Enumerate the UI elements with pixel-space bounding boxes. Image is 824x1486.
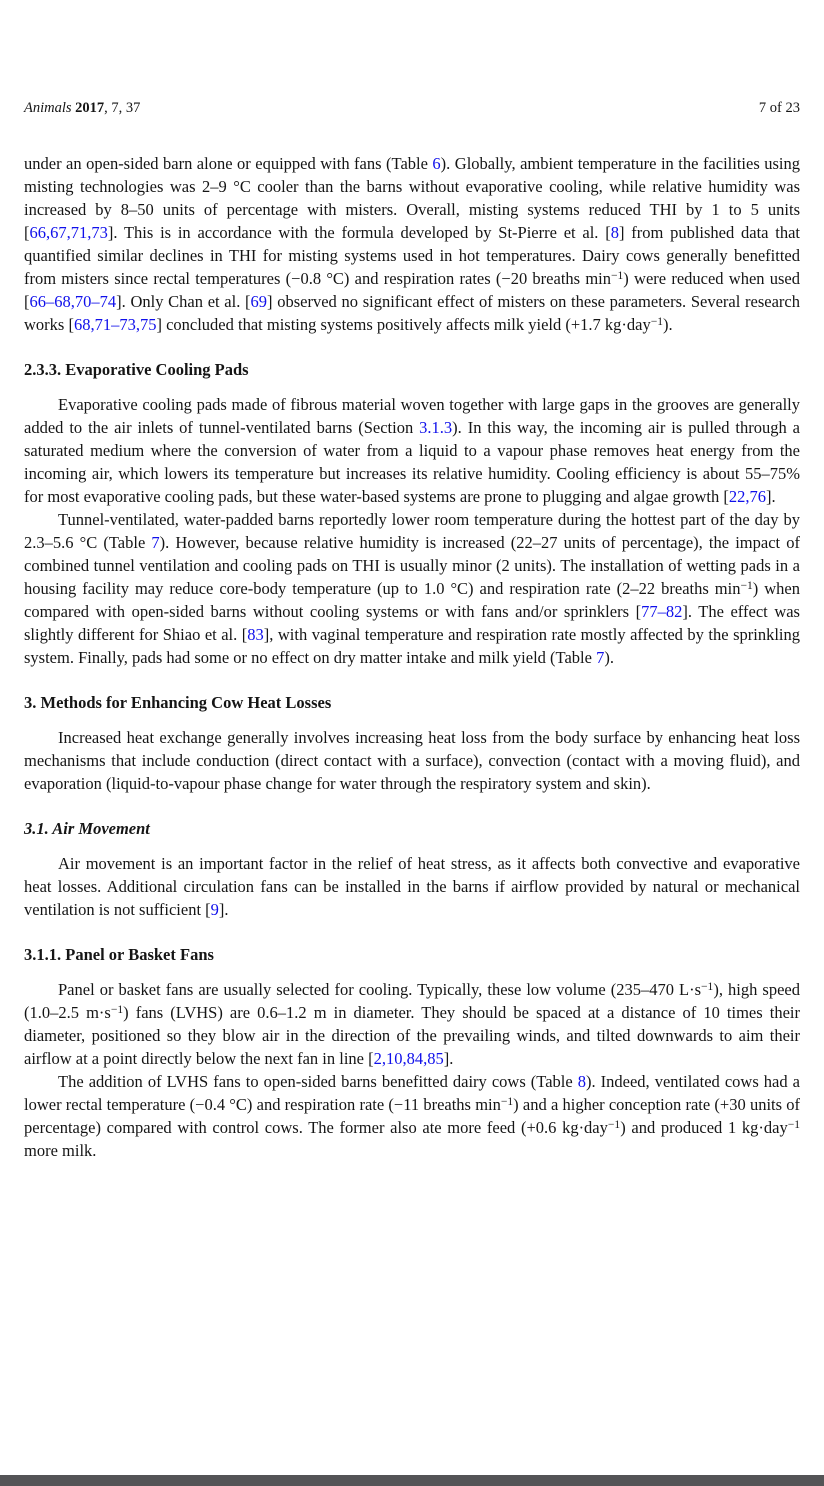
paragraph-air-movement: Air movement is an important factor in the relief of heat stress, as it affects both convective and evaporative heat losses. Additional circulation fans can be installed in the barns if airflow provided by natural or mechanical ventilation is not sufficient [9].	[24, 854, 800, 919]
citation-link[interactable]: 9	[210, 900, 219, 919]
heading-3-methods-for-enhancing-cow-heat-losses: 3. Methods for Enhancing Cow Heat Losses	[24, 693, 332, 712]
heading-2-3-3-evaporative-cooling-pads: 2.3.3. Evaporative Cooling Pads	[24, 360, 249, 379]
page-indicator: 7 of 23	[758, 100, 800, 116]
citation-link[interactable]: 83	[247, 625, 264, 644]
bottom-bar	[0, 1475, 824, 1486]
citation-link[interactable]: 66,67,71,73	[29, 223, 108, 242]
superscript-exponent: −1	[787, 1118, 800, 1131]
superscript-exponent: −1	[740, 579, 753, 592]
superscript-exponent: −1	[607, 1118, 621, 1131]
citation-link[interactable]: 8	[577, 1072, 586, 1091]
running-header	[24, 100, 800, 116]
citation-link[interactable]: 8	[610, 223, 619, 242]
citation-link[interactable]: 68,71–73,75	[73, 315, 157, 334]
paragraph-lvhs-fans-addition: The addition of LVHS fans to open-sided barns benefitted dairy cows (Table 8). Indeed, ventilated cows had a lower rectal temperature (−0.4 °C) and respiration rate (−11 breaths $\min^{-1}$) and a higher conception rate (+30 units of percentage) compared with control cows. The former also ate more feed (+0.6 kg·day$^{-1}$) and produced 1 kg·day$^{-1}$ more milk.	[24, 1072, 801, 1160]
citation-link[interactable]: 22,76	[728, 487, 766, 506]
paragraph-misting-systems: under an open-sided barn alone or equipped with fans (Table 6). Globally, ambient temperature in the facilities using misting technologies was 2–9 °C cooler than the barns without evaporative cooling, while relative humidity was increased by 8–50 units of percentage with misters. Overall, misting systems reduced THI by 1 to 5 units [66,67,71,73]. This is in accordance with the formula developed by St-Pierre et al. [8] from published data that quantified similar declines in THI for misting systems used in hot temperatures. Dairy cows generally benefitted from misters since rectal temperatures (−0.8 °C) and respiration rates (−20 breaths $\min^{-1}$) were reduced when used [66–68,70–74]. Only Chan et al. [69] observed no significant effect of misters on these parameters. Several research works [68,71–73,75] concluded that misting systems positively affects milk yield (+1.7 kg·day$^{-1}$).	[24, 154, 800, 334]
superscript-exponent: −1	[500, 1095, 514, 1108]
paragraph-cooling-pads-intro: Evaporative cooling pads made of fibrous material woven together with large gaps in the grooves are generally added to the air inlets of tunnel-ventilated barns (Section 3.1.3). In this way, the incoming air is pulled through a saturated medium where the conversion of water from a liquid to a vapour phase removes heat energy from the incoming air, which lowers its temperature but increases its relative humidity. Cooling efficiency is about 55–75% for most evaporative cooling pads, but these water-based systems are prone to plugging and algae growth [22,76].	[24, 395, 800, 506]
citation-link[interactable]: 7	[151, 533, 160, 552]
citation-volume-page: , 7, 37	[104, 100, 141, 116]
heading-3-1-air-movement: 3.1. Air Movement	[24, 819, 150, 838]
superscript-exponent: −1	[611, 269, 624, 282]
superscript-exponent: −1	[650, 315, 664, 328]
citation-link[interactable]: 66–68,70–74	[29, 292, 117, 311]
citation-link[interactable]: 2,10,84,85	[373, 1049, 444, 1068]
citation-link[interactable]: 3.1.3	[419, 418, 453, 437]
superscript-exponent: −1	[701, 980, 714, 993]
paragraph-tunnel-ventilated-padded-barns: Tunnel-ventilated, water-padded barns reportedly lower room temperature during the hottest part of the day by 2.3–5.6 °C (Table 7). However, because relative humidity is increased (22–27 units of percentage), the impact of combined tunnel ventilation and cooling pads on THI is usually minor (2 units). The installation of wetting pads in a housing facility may reduce core-body temperature (up to 1.0 °C) and respiration rate (2–22 breaths $\min^{-1}$) when compared with open-sided barns without cooling systems or with fans and/or sprinklers [77–82]. The effect was slightly different for Shiao et al. [83], with vaginal temperature and respiration rate mostly affected by the sprinkling system. Finally, pads had some or no effect on dry matter intake and milk yield (Table 7).	[24, 510, 800, 667]
citation-link[interactable]: 69	[250, 292, 268, 311]
paragraph-heat-exchange: Increased heat exchange generally involves increasing heat loss from the body surface by enhancing heat loss mechanisms that include conduction (direct contact with a surface), convection (contact with a moving fluid), and evaporation (liquid-to-vapour phase change for water through the respiratory system and skin).	[24, 728, 800, 793]
superscript-exponent: −1	[110, 1003, 124, 1016]
paragraph-panel-basket-fans: Panel or basket fans are usually selected for cooling. Typically, these low volume (235–470 $L\cdot s^{-1}$), high speed (1.0–2.5 $m\cdot s^{-1}$) fans (LVHS) are 0.6–1.2 m in diameter. They should be spaced at a distance of 10 times their diameter, positioned so they blow air in the direction of the prevailing winds, and tilted downwards to aim their airflow at a point directly below the next fan in line [2,10,84,85].	[24, 980, 800, 1068]
journal-name: Animals	[24, 100, 72, 116]
heading-3-1-1-panel-or-basket-fans: 3.1.1. Panel or Basket Fans	[24, 945, 214, 964]
citation-link[interactable]: 7	[596, 648, 605, 667]
citation-link[interactable]: 6	[432, 154, 441, 173]
citation-year: 2017	[75, 100, 105, 116]
citation-link[interactable]: 77–82	[641, 602, 683, 621]
journal-citation	[24, 100, 140, 116]
